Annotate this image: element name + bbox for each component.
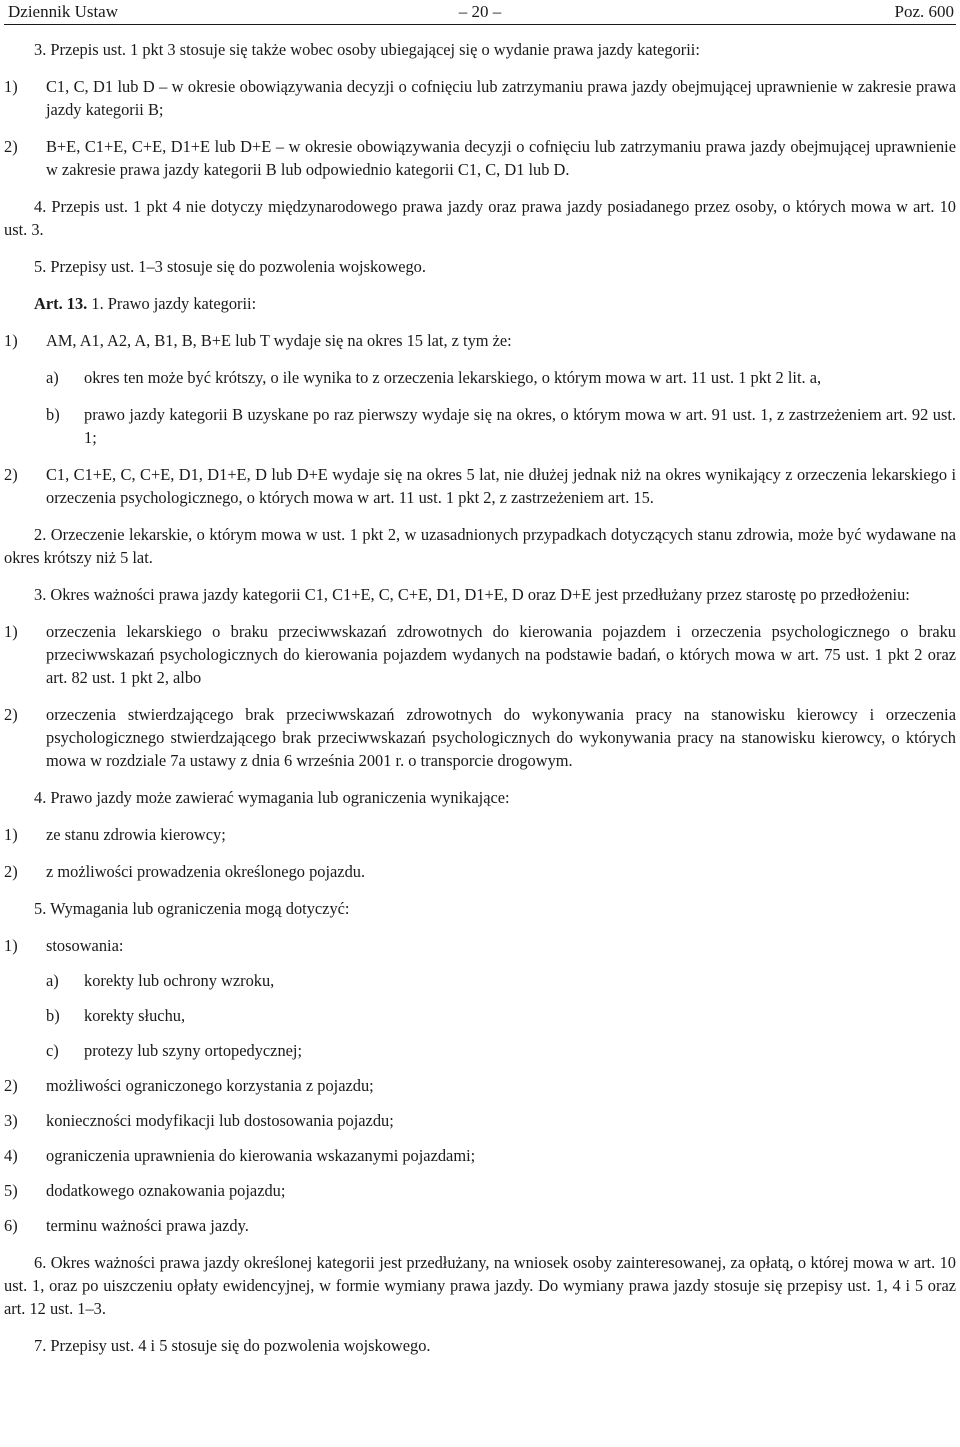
sub-list-item bbox=[46, 403, 956, 449]
list-item bbox=[4, 703, 956, 772]
item-text: orzeczenia lekarskiego o braku przeciwwskazań zdrowotnych do kierowania pojazdem i orzeczenia psychologicznego o braku przeciwwskazań psychologicznych do kierowania pojazdem wydanych na podstawie badań, o których mowa w art. 75 ust. 1 pkt 2 oraz art. 82 ust. 1 pkt 2, albo bbox=[46, 622, 956, 687]
list-item bbox=[4, 1074, 956, 1097]
list-item bbox=[4, 1214, 956, 1237]
item-text: ze stanu zdrowia kierowcy; bbox=[46, 825, 226, 844]
article-text: 1. Prawo jazdy kategorii: bbox=[91, 294, 257, 313]
journal-title: Dziennik Ustaw bbox=[8, 2, 119, 21]
list-item bbox=[4, 1179, 956, 1202]
sub-item-letter: a) bbox=[46, 971, 59, 990]
item-number: 1) bbox=[4, 622, 18, 641]
paragraph-art13-ust6: 6. Okres ważności prawa jazdy określonej kategorii jest przedłużany, na wniosek osoby zainteresowanej, za opłatą, o której mowa w art. 10 ust. 1, oraz po uiszczeniu opłaty ewidencyjnej, w formie wymiany prawa jazdy. Do wymiany prawa jazdy stosuje się przepisy ust. 1, 4 i 5 oraz art. 12 ust. 1–3. bbox=[4, 1253, 956, 1318]
sub-item-text: okres ten może być krótszy, o ile wynika to z orzeczenia lekarskiego, o którym mowa w art. 11 ust. 1 pkt 2 lit. a, bbox=[84, 368, 822, 387]
item-text: ograniczenia uprawnienia do kierowania wskazanymi pojazdami; bbox=[46, 1146, 476, 1165]
item-number: 1) bbox=[4, 825, 18, 844]
sub-item-text: protezy lub szyny ortopedycznej; bbox=[84, 1041, 303, 1060]
article-label: Art. 13. bbox=[34, 294, 88, 313]
item-number: 2) bbox=[4, 137, 18, 156]
item-text: C1, C1+E, C, C+E, D1, D1+E, D lub D+E wydaje się na okres 5 lat, nie dłużej jednak niż na okres wynikający z orzeczenia lekarskiego i orzeczenia psychologicznego, o których mowa w art. 11 ust. 1 pkt 2, z zastrzeżeniem art. 15. bbox=[46, 465, 956, 507]
item-text: orzeczenia stwierdzającego brak przeciwwskazań zdrowotnych do wykonywania pracy na stanowisku kierowcy i orzeczenia psychologicznego stwierdzającego brak przeciwwskazań psychologicznych do wykonywania pracy na stanowisku kierowcy, o których mowa w rozdziale 7a ustawy z dnia 6 września 2001 r. o transporcie drogowym. bbox=[46, 705, 956, 770]
sub-item-text: korekty lub ochrony wzroku, bbox=[84, 971, 275, 990]
sub-item-text: korekty słuchu, bbox=[84, 1006, 186, 1025]
item-text: dodatkowego oznakowania pojazdu; bbox=[46, 1181, 286, 1200]
list-item bbox=[4, 823, 956, 846]
list-item bbox=[4, 75, 956, 121]
item-text: możliwości ograniczonego korzystania z pojazdu; bbox=[46, 1076, 374, 1095]
item-number: 3) bbox=[4, 1111, 18, 1130]
paragraph-ust3-intro: 3. Przepis ust. 1 pkt 3 stosuje się także wobec osoby ubiegającej się o wydanie prawa jazdy kategorii: bbox=[34, 40, 700, 59]
item-number: 2) bbox=[4, 1076, 18, 1095]
paragraph-ust4: 4. Przepis ust. 1 pkt 4 nie dotyczy międzynarodowego prawa jazdy oraz prawa jazdy posiadanego przez osoby, o których mowa w art. 10 ust. 3. bbox=[4, 197, 956, 239]
item-text: terminu ważności prawa jazdy. bbox=[46, 1216, 249, 1235]
item-text: C1, C, D1 lub D – w okresie obowiązywania decyzji o cofnięciu lub zatrzymaniu prawa jazdy obejmującej uprawnienie w zakresie prawa jazdy kategorii B; bbox=[46, 77, 956, 119]
item-number: 2) bbox=[4, 465, 18, 484]
article-13-heading bbox=[4, 292, 956, 315]
list-item bbox=[4, 329, 956, 352]
paragraph-art13-ust3: 3. Okres ważności prawa jazdy kategorii C1, C1+E, C, C+E, D1, D1+E, D oraz D+E jest przedłużany przez starostę po przedłożeniu: bbox=[34, 585, 910, 604]
item-text: B+E, C1+E, C+E, D1+E lub D+E – w okresie obowiązywania decyzji o cofnięciu lub zatrzymaniu prawa jazdy obejmującej uprawnienie w zakresie prawa jazdy kategorii B lub odpowiednio kategorii C1, C, D1 lub D. bbox=[46, 137, 956, 179]
sub-list-item bbox=[46, 1039, 956, 1062]
list-item bbox=[4, 934, 956, 957]
paragraph-art13-ust2: 2. Orzeczenie lekarskie, o którym mowa w ust. 1 pkt 2, w uzasadnionych przypadkach dotyczących stanu zdrowia, może być wydawane na okres krótszy niż 5 lat. bbox=[4, 525, 956, 567]
paragraph-art13-ust7: 7. Przepisy ust. 4 i 5 stosuje się do pozwolenia wojskowego. bbox=[34, 1336, 431, 1355]
sub-item-letter: b) bbox=[46, 1006, 60, 1025]
list-item bbox=[4, 860, 956, 883]
item-number: 4) bbox=[4, 1146, 18, 1165]
sub-list-item bbox=[46, 366, 956, 389]
page-header bbox=[4, 0, 956, 25]
list-item bbox=[4, 135, 956, 181]
item-text: konieczności modyfikacji lub dostosowania pojazdu; bbox=[46, 1111, 394, 1130]
item-number: 1) bbox=[4, 331, 18, 350]
sub-item-text: prawo jazdy kategorii B uzyskane po raz pierwszy wydaje się na okres, o którym mowa w art. 91 ust. 1, z zastrzeżeniem art. 92 ust. 1; bbox=[84, 405, 956, 447]
item-text: stosowania: bbox=[46, 936, 124, 955]
item-number: 2) bbox=[4, 705, 18, 724]
item-number: 5) bbox=[4, 1181, 18, 1200]
item-number: 1) bbox=[4, 77, 18, 96]
document-body bbox=[4, 25, 956, 1357]
sub-item-letter: c) bbox=[46, 1041, 59, 1060]
sub-item-letter: a) bbox=[46, 368, 59, 387]
item-number: 2) bbox=[4, 862, 18, 881]
position-number: Poz. 600 bbox=[894, 2, 954, 21]
list-item bbox=[4, 1109, 956, 1132]
page-number: – 20 – bbox=[458, 2, 502, 21]
item-text: AM, A1, A2, A, B1, B, B+E lub T wydaje się na okres 15 lat, z tym że: bbox=[46, 331, 512, 350]
paragraph-art13-ust5: 5. Wymagania lub ograniczenia mogą dotyczyć: bbox=[34, 899, 350, 918]
sub-list-item bbox=[46, 1004, 956, 1027]
item-number: 6) bbox=[4, 1216, 18, 1235]
list-item bbox=[4, 620, 956, 689]
item-number: 1) bbox=[4, 936, 18, 955]
paragraph-art13-ust4: 4. Prawo jazdy może zawierać wymagania lub ograniczenia wynikające: bbox=[34, 788, 510, 807]
sub-item-letter: b) bbox=[46, 405, 60, 424]
sub-list-item bbox=[46, 969, 956, 992]
list-item bbox=[4, 463, 956, 509]
list-item bbox=[4, 1144, 956, 1167]
item-text: z możliwości prowadzenia określonego pojazdu. bbox=[46, 862, 366, 881]
paragraph-ust5: 5. Przepisy ust. 1–3 stosuje się do pozwolenia wojskowego. bbox=[34, 257, 426, 276]
